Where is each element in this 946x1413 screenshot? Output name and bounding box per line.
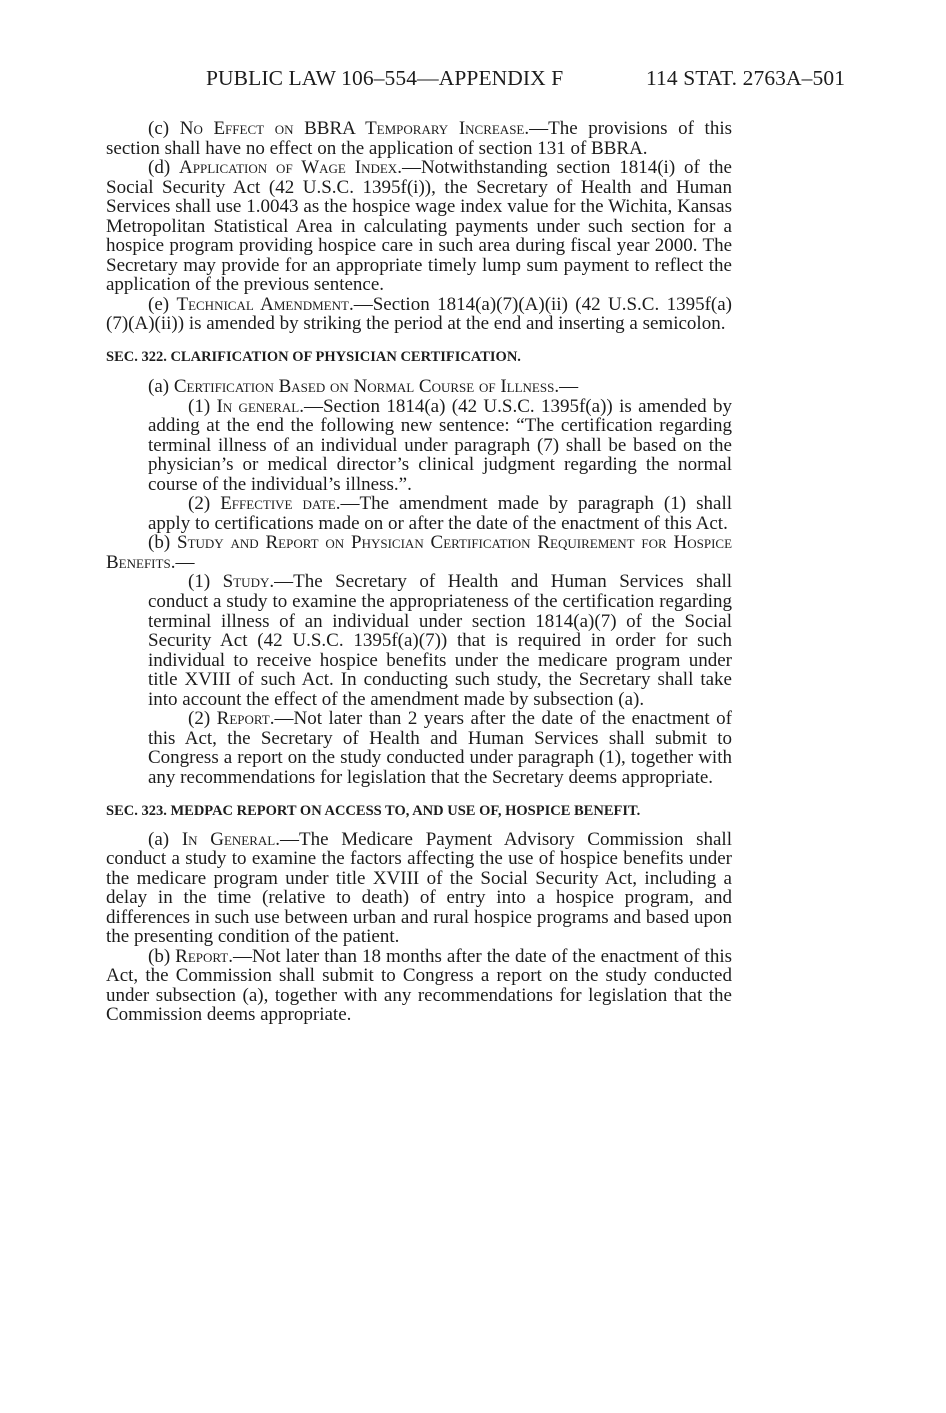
sec322-a2-heading: Effective date	[220, 493, 336, 515]
subsection-d	[106, 158, 732, 295]
subsection-c-heading: No Effect on BBRA Temporary Increase	[179, 118, 525, 139]
sec322-b1-text: .—The Secretary of Health and Human Services shall conduct a study to examine the appropriateness of the certification regarding terminal illness of an individual under section 1814(a)(7) of the Social Security Act (42 U.S.C. 1395f(a)(7)) that is required in order for such individual to receive hospice benefits under the medicare program under title XVIII of such Act. In conducting such study, the Secretary shall take into account the effect of the amendment made by subsection (a).	[148, 571, 732, 710]
sec322-b1-heading: Study	[222, 571, 270, 593]
sec323-subsection-a	[106, 830, 732, 947]
subsection-e-text: .—Section 1814(a)(7)(A)(ii) (42 U.S.C. 1395f(a)(7)(A)(ii)) is amended by striking the period at the end and inserting a semicolon.	[106, 293, 732, 335]
sec322-a-number: (a)	[148, 376, 174, 398]
section-322-heading: SEC. 322. CLARIFICATION OF PHYSICIAN CERTIFICATION.	[106, 349, 521, 366]
sec323-a-number: (a)	[148, 828, 182, 850]
sec322-a1-text: .—Section 1814(a) (42 U.S.C. 1395f(a)) is amended by adding at the end the following new sentence: “The certification regarding terminal illness of an individual under paragraph (7) shall be based on the physician’s or medical director’s clinical judgment regarding the normal course of the individual’s illness.”.	[148, 395, 733, 495]
sec322-b2-number: (2)	[188, 708, 217, 730]
subsection-c-number: (c)	[148, 118, 180, 139]
sec322-a2-number: (2)	[188, 493, 221, 515]
sec323-subsection-b	[106, 947, 732, 1025]
document-body	[106, 119, 732, 1025]
sec322-a1-heading: In general	[216, 395, 300, 417]
sec322-b1-number: (1)	[188, 571, 223, 593]
sec323-b-text: .—Not later than 18 months after the date of the enactment of this Act, the Commission shall submit to Congress a report on the study conducted under subsection (a), together with any recommendations for legislation that the Commission deems appropriate.	[106, 945, 733, 1026]
sec323-a-heading: In General	[181, 828, 276, 850]
sec322-b-text: .—	[170, 551, 195, 573]
sec322-b-number: (b)	[148, 532, 177, 554]
sec323-b-number: (b)	[148, 945, 176, 967]
subsection-e	[106, 295, 732, 334]
subsection-e-number: (e)	[148, 293, 177, 315]
subsection-e-heading: Technical Amendment	[176, 293, 349, 315]
sec322-b-paragraph-2	[106, 709, 732, 787]
sec322-b-paragraph-1	[106, 572, 732, 709]
statute-page-citation: 114 STAT. 2763A–501	[646, 66, 846, 90]
subsection-d-text: .—Notwithstanding section 1814(i) of the Social Security Act (42 U.S.C. 1395f(i)), the Secretary of Health and Human Services shall use 1.0043 as the hospice wage index value for the Wichita, Kansas Metropolitan Statistical Area in calculating payments under such section for a hospice program providing hospice care in such area during fiscal year 2000. The Secretary may provide for an appropriate timely lump sum payment to reflect the application of the previous sentence.	[106, 157, 732, 296]
subsection-d-heading: Application of Wage Index	[179, 157, 398, 179]
sec322-a-heading: Certification Based on Normal Course of Illness	[173, 376, 555, 398]
subsection-c	[106, 119, 732, 158]
sec323-b-heading: Report	[175, 945, 229, 967]
sec322-b2-text: .—Not later than 2 years after the date of the enactment of this Act, the Secretary of Health and Human Services shall submit to Congress a report on the study conducted under paragraph (1), together with any recommendations for legislation that the Secretary deems appropriate.	[148, 708, 732, 788]
subsection-c-text: .—The provisions of this section shall have no effect on the application of section 131 of BBRA.	[106, 118, 732, 159]
sec322-a-paragraph-2	[106, 494, 732, 533]
sec323-a-text: .—The Medicare Payment Advisory Commission shall conduct a study to examine the factors affecting the use of hospice benefits under the medicare program under title XVIII of the Social Security Act, including a delay in the time (relative to death) of entry into a hospice program, and differences in such use between urban and rural hospice programs and based upon the presenting condition of the patient.	[106, 828, 732, 948]
sec322-a1-number: (1)	[188, 395, 217, 417]
sec322-a-paragraph-1	[106, 397, 732, 495]
sec322-b2-heading: Report	[216, 708, 270, 730]
header-title: PUBLIC LAW 106–554—APPENDIX F	[206, 66, 564, 90]
running-header	[206, 66, 868, 91]
section-323-heading: SEC. 323. MEDPAC REPORT ON ACCESS TO, AND USE OF, HOSPICE BENEFIT.	[106, 802, 641, 819]
sec322-subsection-a	[106, 377, 732, 397]
sec322-a2-text: .—The amendment made by paragraph (1) shall apply to certifications made on or after the date of the enactment of this Act.	[148, 493, 733, 534]
subsection-d-number: (d)	[148, 157, 180, 179]
sec322-subsection-b	[106, 533, 732, 572]
sec322-a-text: .—	[554, 376, 579, 398]
sec322-b-heading: Study and Report on Physician Certification Requirement for Hospice Benefits	[106, 532, 733, 573]
